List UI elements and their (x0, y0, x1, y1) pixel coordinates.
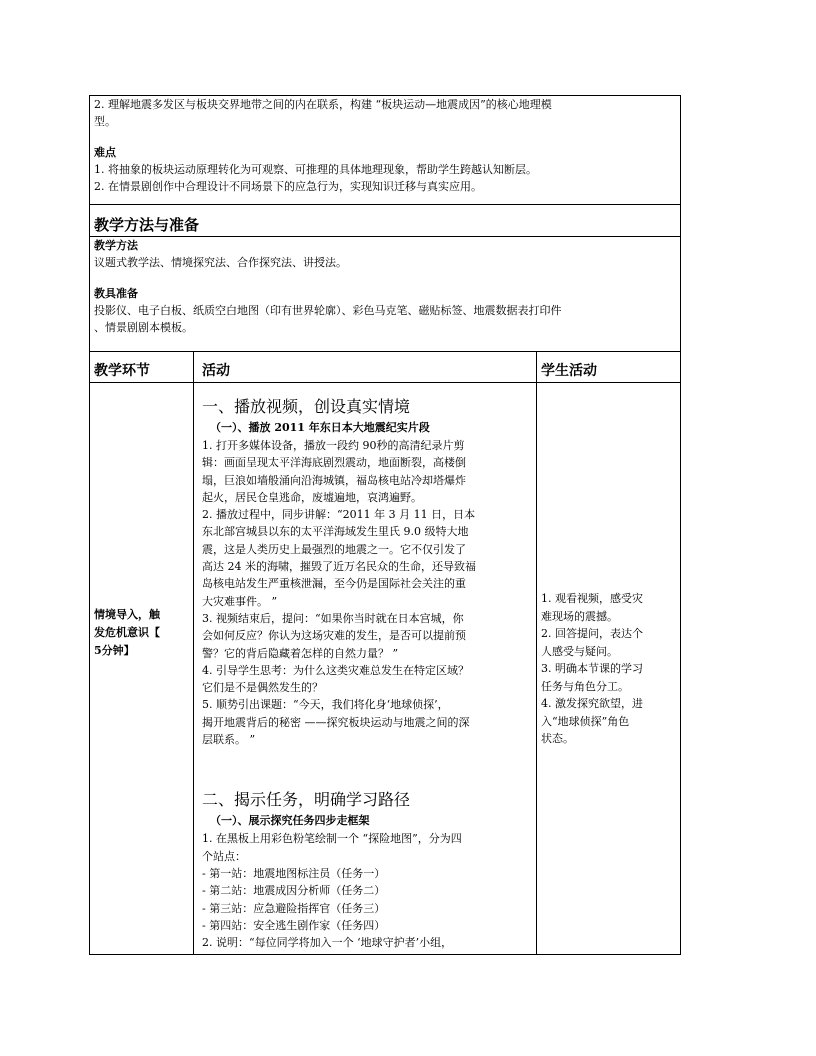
text-line: 难现场的震撼。 (541, 609, 618, 623)
text-line: 警？它的背后隐藏着怎样的自然力量？ ” (202, 646, 399, 660)
text-line: 个站点： (202, 849, 246, 863)
method-title: 教学方法 (94, 239, 138, 252)
text-line: 东北部宫城县以东的太平洋海域发生里氏 9.0 级特大地 (202, 525, 469, 539)
methods-row (90, 237, 681, 352)
text-line: 1. 打开多媒体设备，播放一段约 90秒的高清纪录片剪 (202, 439, 465, 452)
text-line: 4. 引导学生思考：为什么这类灾难总发生在特定区域？ (202, 663, 469, 677)
text-line: 辑：画面呈现太平洋海底剧烈震动，地面断裂，高楼倒 (202, 456, 466, 470)
stage-label: 情境导入，触 (94, 608, 160, 621)
text-line: - 第一站：地震地图标注员（任务一） (202, 866, 386, 880)
activity-steps (202, 437, 532, 748)
activity-subtitle: （一）、播放 2011 年东日本大地震纪实片段 (210, 421, 430, 434)
text-line: 层联系。 ” (202, 733, 256, 747)
keypoint-line-cont: 型。 (94, 115, 116, 128)
difficulty-title: 难点 (94, 146, 116, 159)
difficulty-item: 1. 将抽象的板块运动原理转化为可观察、可推理的具体地理现象，帮助学生跨越认知断层。 (94, 163, 537, 176)
text-line: - 第三站：应急避险指挥官（任务三） (202, 901, 386, 915)
text-line: 高达 24 米的海啸，摧毁了近万名民众的生命，还导致福 (202, 560, 476, 574)
text-line: 人感受与疑问。 (541, 644, 618, 658)
student-activity-cell (537, 383, 681, 955)
lesson-plan-document (89, 95, 680, 955)
text-line: - 第四站：安全逃生剧作家（任务四） (202, 918, 386, 932)
table-row (90, 383, 681, 955)
text-line: 2. 回答提问，表达个 (541, 627, 643, 640)
section-heading: 教学方法与准备 (94, 216, 200, 234)
activity-steps (202, 830, 532, 951)
text-line: 2. 播放过程中，同步讲解：“2011 年 3 月 11 日，日本 (202, 508, 476, 522)
header-stage: 教学环节 (90, 352, 194, 383)
text-line: 塌，巨浪如墙般涌向沿海城镇，福岛核电站冷却塔爆炸 (202, 473, 466, 487)
tools-title: 教具准备 (94, 287, 138, 300)
activity-section-title: 二、揭示任务，明确学习路径 (202, 790, 411, 810)
method-text: 议题式教学法、情境探究法、合作探究法、讲授法。 (94, 256, 347, 269)
text-line: 1. 观看视频，感受灾 (541, 592, 643, 605)
activity-subtitle: （一）、展示探究任务四步走框架 (210, 814, 370, 828)
activity-cell (194, 383, 537, 955)
tools-text-cont: 、情景剧剧本模板。 (94, 321, 193, 334)
text-line: 岛核电站发生严重核泄漏，至今仍是国际社会关注的重 (202, 577, 466, 591)
keypoint-line: 2. 理解地震多发区与板块交界地带之间的内在联系，构建 “板块运动—地震成因”的核心地理模 (94, 98, 552, 111)
tools-text: 投影仪、电子白板、纸质空白地图（印有世界轮廓）、彩色马克笔、磁贴标签、地震数据表打印件 (94, 304, 562, 317)
text-line: 大灾难事件。 ” (202, 594, 278, 608)
difficulty-item: 2. 在情景剧创作中合理设计不同场景下的应急行为，实现知识迁移与真实应用。 (94, 180, 482, 193)
text-line: 3. 明确本节课的学习 (541, 662, 643, 675)
text-line: 4. 激发探究欲望，进 (541, 697, 643, 710)
table-header-row (90, 352, 681, 383)
header-activity: 活动 (194, 352, 537, 383)
stage-label: 发危机意识【 (94, 626, 160, 639)
text-line: 揭开地震背后的秘密 ——探究板块运动与地震之间的深 (202, 715, 470, 729)
text-line: 会如何反应？你认为这场灾难的发生，是否可以提前预 (202, 629, 466, 643)
difficulty-row (90, 96, 681, 205)
text-line: 5. 顺势引出课题：“今天，我们将化身‘地球侦探’， (202, 698, 449, 712)
methods-heading-row (90, 205, 681, 237)
stage-cell (90, 383, 194, 955)
text-line: - 第二站：地震成因分析师（任务二） (202, 884, 386, 898)
activity-section-title: 一、播放视频，创设真实情境 (202, 397, 411, 416)
text-line: 3. 视频结束后，提问：“如果你当时就在日本宫城，你 (202, 611, 464, 625)
text-line: 起火，居民仓皇逃命，废墟遍地，哀鸿遍野。 (202, 490, 422, 504)
text-line: 2. 说明：“每位同学将加入一个 ‘地球守护者’小组， (202, 936, 453, 950)
lesson-plan-table (89, 95, 681, 955)
text-line: 任务与角色分工。 (541, 679, 629, 693)
text-line: 状态。 (541, 732, 574, 745)
stage-label: 5分钟】 (94, 644, 135, 657)
text-line: 它们是不是偶然发生的？ (202, 681, 323, 695)
text-line: 震，这是人类历史上最强烈的地震之一。它不仅引发了 (202, 542, 466, 556)
text-line: 入“地球侦探”角色 (541, 714, 630, 728)
header-student-activity: 学生活动 (537, 352, 681, 383)
student-activity-list (541, 590, 680, 748)
text-line: 1. 在黑板上用彩色粉笔绘制一个 “探险地图”，分为四 (202, 832, 462, 846)
